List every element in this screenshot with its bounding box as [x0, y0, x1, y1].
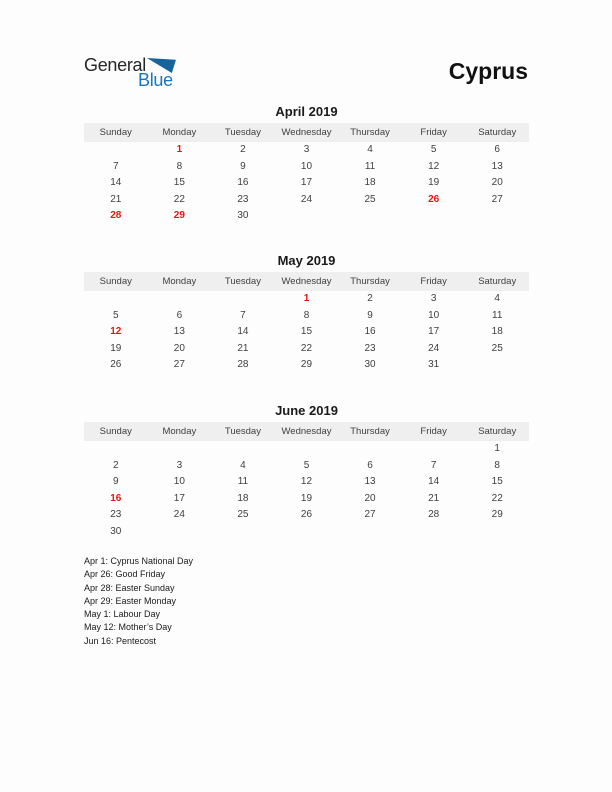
date-cell: 29 — [300, 359, 313, 370]
date-cell: 24 — [173, 509, 185, 520]
date-cell: 16 — [237, 177, 249, 188]
weekday-label: Thursday — [350, 276, 390, 287]
date-cell: 10 — [300, 160, 313, 172]
date-cell: 18 — [491, 326, 503, 337]
empty-date-cell — [465, 208, 529, 225]
empty-date-cell — [275, 524, 339, 541]
holiday-date-cell: 28 — [110, 210, 122, 221]
empty-date-cell — [465, 524, 529, 541]
empty-date-cell — [84, 441, 148, 458]
holiday-date-cell: 1 — [176, 144, 183, 155]
date-cell: 25 — [364, 193, 376, 205]
empty-date-cell — [84, 291, 148, 308]
weekday-label: Monday — [162, 276, 197, 287]
weekday-label: Saturday — [478, 276, 517, 287]
weekday-label: Sunday — [99, 426, 132, 437]
date-cell: 27 — [364, 509, 376, 520]
date-cell: 17 — [173, 492, 185, 504]
month-title: June 2019 — [275, 403, 338, 418]
date-cell: 5 — [113, 309, 119, 321]
weekday-header-row — [84, 272, 529, 291]
date-cell: 23 — [364, 342, 376, 354]
date-cell: 18 — [364, 177, 376, 188]
date-cell: 25 — [491, 342, 503, 354]
weekday-label: Monday — [162, 426, 197, 437]
date-cell: 1 — [494, 443, 500, 454]
date-cell: 3 — [430, 293, 437, 304]
date-cell: 22 — [300, 342, 313, 354]
date-cell: 22 — [173, 193, 185, 205]
date-cell: 27 — [173, 359, 185, 370]
date-cell: 20 — [364, 492, 376, 504]
empty-date-cell — [402, 441, 466, 458]
date-cell: 11 — [364, 160, 376, 172]
empty-date-cell — [148, 441, 212, 458]
weekday-label: Sunday — [99, 276, 132, 287]
date-cell: 5 — [430, 144, 437, 155]
logo-text-general: General — [84, 55, 146, 75]
date-cell: 22 — [491, 492, 503, 504]
date-cell: 7 — [430, 459, 437, 471]
holiday-item: May 1: Labour Day — [84, 609, 161, 620]
holiday-item: May 12: Mother’s Day — [84, 622, 172, 633]
weekday-label: Friday — [420, 276, 447, 287]
date-grid — [84, 142, 529, 225]
empty-date-cell — [402, 524, 466, 541]
empty-date-cell — [338, 208, 402, 225]
date-cell: 30 — [237, 210, 249, 221]
weekday-label: Monday — [162, 127, 197, 138]
date-cell: 31 — [428, 359, 440, 370]
date-cell: 7 — [113, 160, 119, 172]
page-title: Cyprus — [448, 58, 528, 84]
date-cell: 7 — [240, 309, 246, 321]
weekday-label: Saturday — [478, 426, 517, 437]
date-cell: 28 — [237, 359, 249, 370]
holiday-item: Jun 16: Pentecost — [84, 635, 157, 646]
date-grid — [84, 441, 529, 540]
date-cell: 27 — [491, 193, 503, 205]
empty-date-cell — [338, 524, 402, 541]
weekday-header-row — [84, 422, 529, 441]
date-cell: 8 — [494, 459, 500, 471]
date-cell: 15 — [173, 177, 185, 188]
date-cell: 15 — [300, 326, 313, 337]
weekday-label: Wednesday — [281, 276, 332, 287]
holiday-date-cell: 1 — [303, 293, 310, 304]
weekday-label: Wednesday — [281, 127, 332, 138]
holiday-date-cell: 29 — [173, 210, 185, 221]
date-cell: 13 — [364, 476, 376, 487]
date-cell: 5 — [303, 459, 310, 471]
holiday-item: Apr 26: Good Friday — [84, 569, 166, 580]
date-cell: 24 — [428, 342, 440, 354]
date-cell: 11 — [492, 309, 503, 321]
weekday-label: Friday — [420, 127, 447, 138]
weekday-label: Tuesday — [224, 426, 261, 437]
date-cell: 14 — [428, 476, 440, 487]
empty-date-cell — [465, 357, 529, 374]
empty-date-cell — [84, 142, 148, 159]
month-title: April 2019 — [275, 104, 338, 119]
date-cell: 19 — [300, 492, 313, 504]
date-cell: 4 — [367, 144, 373, 155]
date-cell: 20 — [173, 342, 185, 354]
date-cell: 15 — [491, 476, 503, 487]
date-cell: 13 — [173, 326, 185, 337]
general-blue-logo — [84, 56, 176, 89]
date-cell: 21 — [237, 342, 249, 354]
date-cell: 19 — [428, 177, 440, 188]
weekday-label: Friday — [420, 426, 447, 437]
date-cell: 12 — [428, 160, 440, 172]
date-cell: 23 — [237, 193, 249, 205]
date-cell: 29 — [491, 509, 503, 520]
date-cell: 21 — [110, 193, 122, 205]
date-cell: 2 — [113, 459, 119, 471]
date-cell: 17 — [428, 326, 440, 337]
empty-date-cell — [211, 441, 275, 458]
weekday-label: Saturday — [478, 127, 517, 138]
date-cell: 13 — [491, 160, 503, 172]
date-cell: 19 — [110, 342, 122, 354]
date-cell: 9 — [113, 476, 119, 487]
holiday-item: Apr 29: Easter Monday — [84, 595, 177, 606]
date-cell: 14 — [110, 177, 122, 188]
empty-date-cell — [275, 441, 339, 458]
empty-date-cell — [275, 208, 339, 225]
weekday-label: Thursday — [350, 426, 390, 437]
empty-date-cell — [211, 291, 275, 308]
date-cell: 14 — [237, 326, 249, 337]
date-grid — [84, 291, 529, 374]
date-cell: 9 — [367, 309, 373, 321]
empty-date-cell — [148, 524, 212, 541]
date-cell: 23 — [110, 509, 122, 520]
holiday-date-cell: 26 — [428, 193, 440, 205]
date-cell: 8 — [303, 309, 310, 321]
date-cell: 2 — [367, 293, 373, 304]
weekday-header-row — [84, 123, 529, 142]
date-cell: 3 — [303, 144, 310, 155]
date-cell: 28 — [428, 509, 440, 520]
date-cell: 11 — [237, 476, 249, 487]
date-cell: 26 — [300, 509, 313, 520]
date-cell: 21 — [428, 492, 440, 504]
empty-date-cell — [402, 208, 466, 225]
date-cell: 20 — [491, 177, 503, 188]
holiday-item: Apr 28: Easter Sunday — [84, 582, 175, 593]
empty-date-cell — [211, 524, 275, 541]
weekday-label: Tuesday — [224, 127, 261, 138]
date-cell: 16 — [364, 326, 376, 337]
date-cell: 26 — [110, 359, 122, 370]
date-cell: 10 — [173, 476, 185, 487]
empty-date-cell — [338, 441, 402, 458]
date-cell: 2 — [240, 144, 246, 155]
weekday-label: Thursday — [350, 127, 390, 138]
holiday-item: Apr 1: Cyprus National Day — [84, 556, 194, 566]
weekday-label: Wednesday — [281, 426, 332, 437]
holiday-date-cell: 16 — [110, 492, 122, 504]
date-cell: 6 — [494, 144, 500, 155]
date-cell: 8 — [176, 160, 183, 172]
date-cell: 30 — [364, 359, 376, 370]
date-cell: 3 — [176, 459, 183, 471]
month-title: May 2019 — [277, 253, 336, 268]
month-calendar-june — [84, 403, 529, 540]
date-cell: 9 — [240, 160, 246, 172]
date-cell: 30 — [110, 525, 122, 537]
month-calendar-april — [84, 104, 529, 225]
weekday-label: Tuesday — [224, 276, 261, 287]
month-calendar-may — [84, 253, 529, 374]
holiday-list — [84, 555, 193, 648]
date-cell: 6 — [367, 459, 373, 471]
date-cell: 4 — [494, 293, 500, 304]
logo-text-blue: Blue — [138, 70, 173, 90]
date-cell: 17 — [300, 177, 313, 188]
weekday-label: Sunday — [99, 127, 132, 138]
holiday-date-cell: 12 — [110, 326, 122, 337]
date-cell: 12 — [300, 476, 313, 487]
date-cell: 10 — [428, 309, 440, 321]
date-cell: 24 — [300, 193, 313, 205]
empty-date-cell — [148, 291, 212, 308]
date-cell: 25 — [237, 509, 249, 520]
date-cell: 6 — [176, 309, 183, 321]
date-cell: 18 — [237, 492, 249, 504]
date-cell: 4 — [240, 459, 246, 471]
